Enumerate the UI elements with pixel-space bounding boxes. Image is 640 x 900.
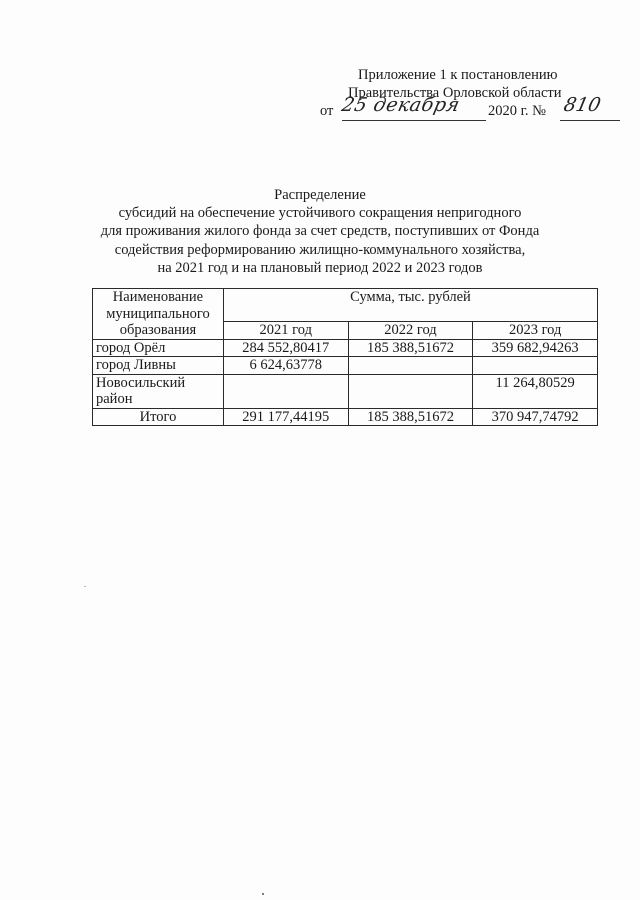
subsidy-distribution-table — [92, 288, 598, 426]
total-label: Итого — [93, 408, 224, 426]
table-header-row — [93, 289, 598, 322]
amount-2022 — [348, 357, 473, 375]
date-number-line — [320, 94, 610, 124]
scan-speck — [84, 586, 86, 587]
amount-2021: 284 552,80417 — [223, 339, 348, 357]
total-2022: 185 388,51672 — [348, 408, 473, 426]
date-field — [339, 94, 486, 121]
scan-dot — [262, 893, 264, 895]
handwritten-number: 810 — [561, 94, 603, 116]
table-total-row — [93, 408, 598, 426]
municipality-column-header: Наименование муниципального образования — [93, 289, 224, 340]
table-row — [93, 339, 598, 357]
year-header-2021: 2021 год — [223, 322, 348, 340]
title-line: субсидий на обеспечение устойчивого сокращения непригодного — [118, 205, 522, 222]
amount-2023: 11 264,80529 — [473, 374, 598, 408]
amount-2023: 359 682,94263 — [473, 339, 598, 357]
number-field — [560, 94, 620, 121]
municipality-name: город Ливны — [93, 357, 224, 375]
amount-2023 — [473, 357, 598, 375]
date-prefix: от — [320, 103, 334, 119]
municipality-name: Новосильский район — [93, 374, 224, 408]
total-2021: 291 177,44195 — [223, 408, 348, 426]
year-header-2023: 2023 год — [473, 322, 598, 340]
title-line: Распределение — [274, 187, 366, 203]
amount-2021: 6 624,63778 — [223, 357, 348, 375]
amount-2022 — [348, 374, 473, 408]
title-line: на 2021 год и на плановый период 2022 и 2023 годов — [157, 259, 483, 276]
document-title — [60, 186, 580, 277]
year-header-2022: 2022 год — [348, 322, 473, 340]
table-row — [93, 374, 598, 408]
appendix-line: Приложение 1 к постановлению — [358, 67, 558, 83]
amount-2021 — [223, 374, 348, 408]
sum-column-header: Сумма, тыс. рублей — [223, 289, 597, 322]
municipality-name: город Орёл — [93, 339, 224, 357]
handwritten-date: 25 декабря — [339, 94, 462, 116]
title-line: содействия реформированию жилищно-коммунального хозяйства, — [114, 241, 526, 258]
year-number-label: 2020 г. № — [488, 103, 547, 119]
title-line: для проживания жилого фонда за счет средств, поступивших от Фонда — [100, 223, 540, 240]
amount-2022: 185 388,51672 — [348, 339, 473, 357]
total-2023: 370 947,74792 — [473, 408, 598, 426]
government-line: Правительства Орловской области — [348, 85, 562, 101]
table-row — [93, 357, 598, 375]
